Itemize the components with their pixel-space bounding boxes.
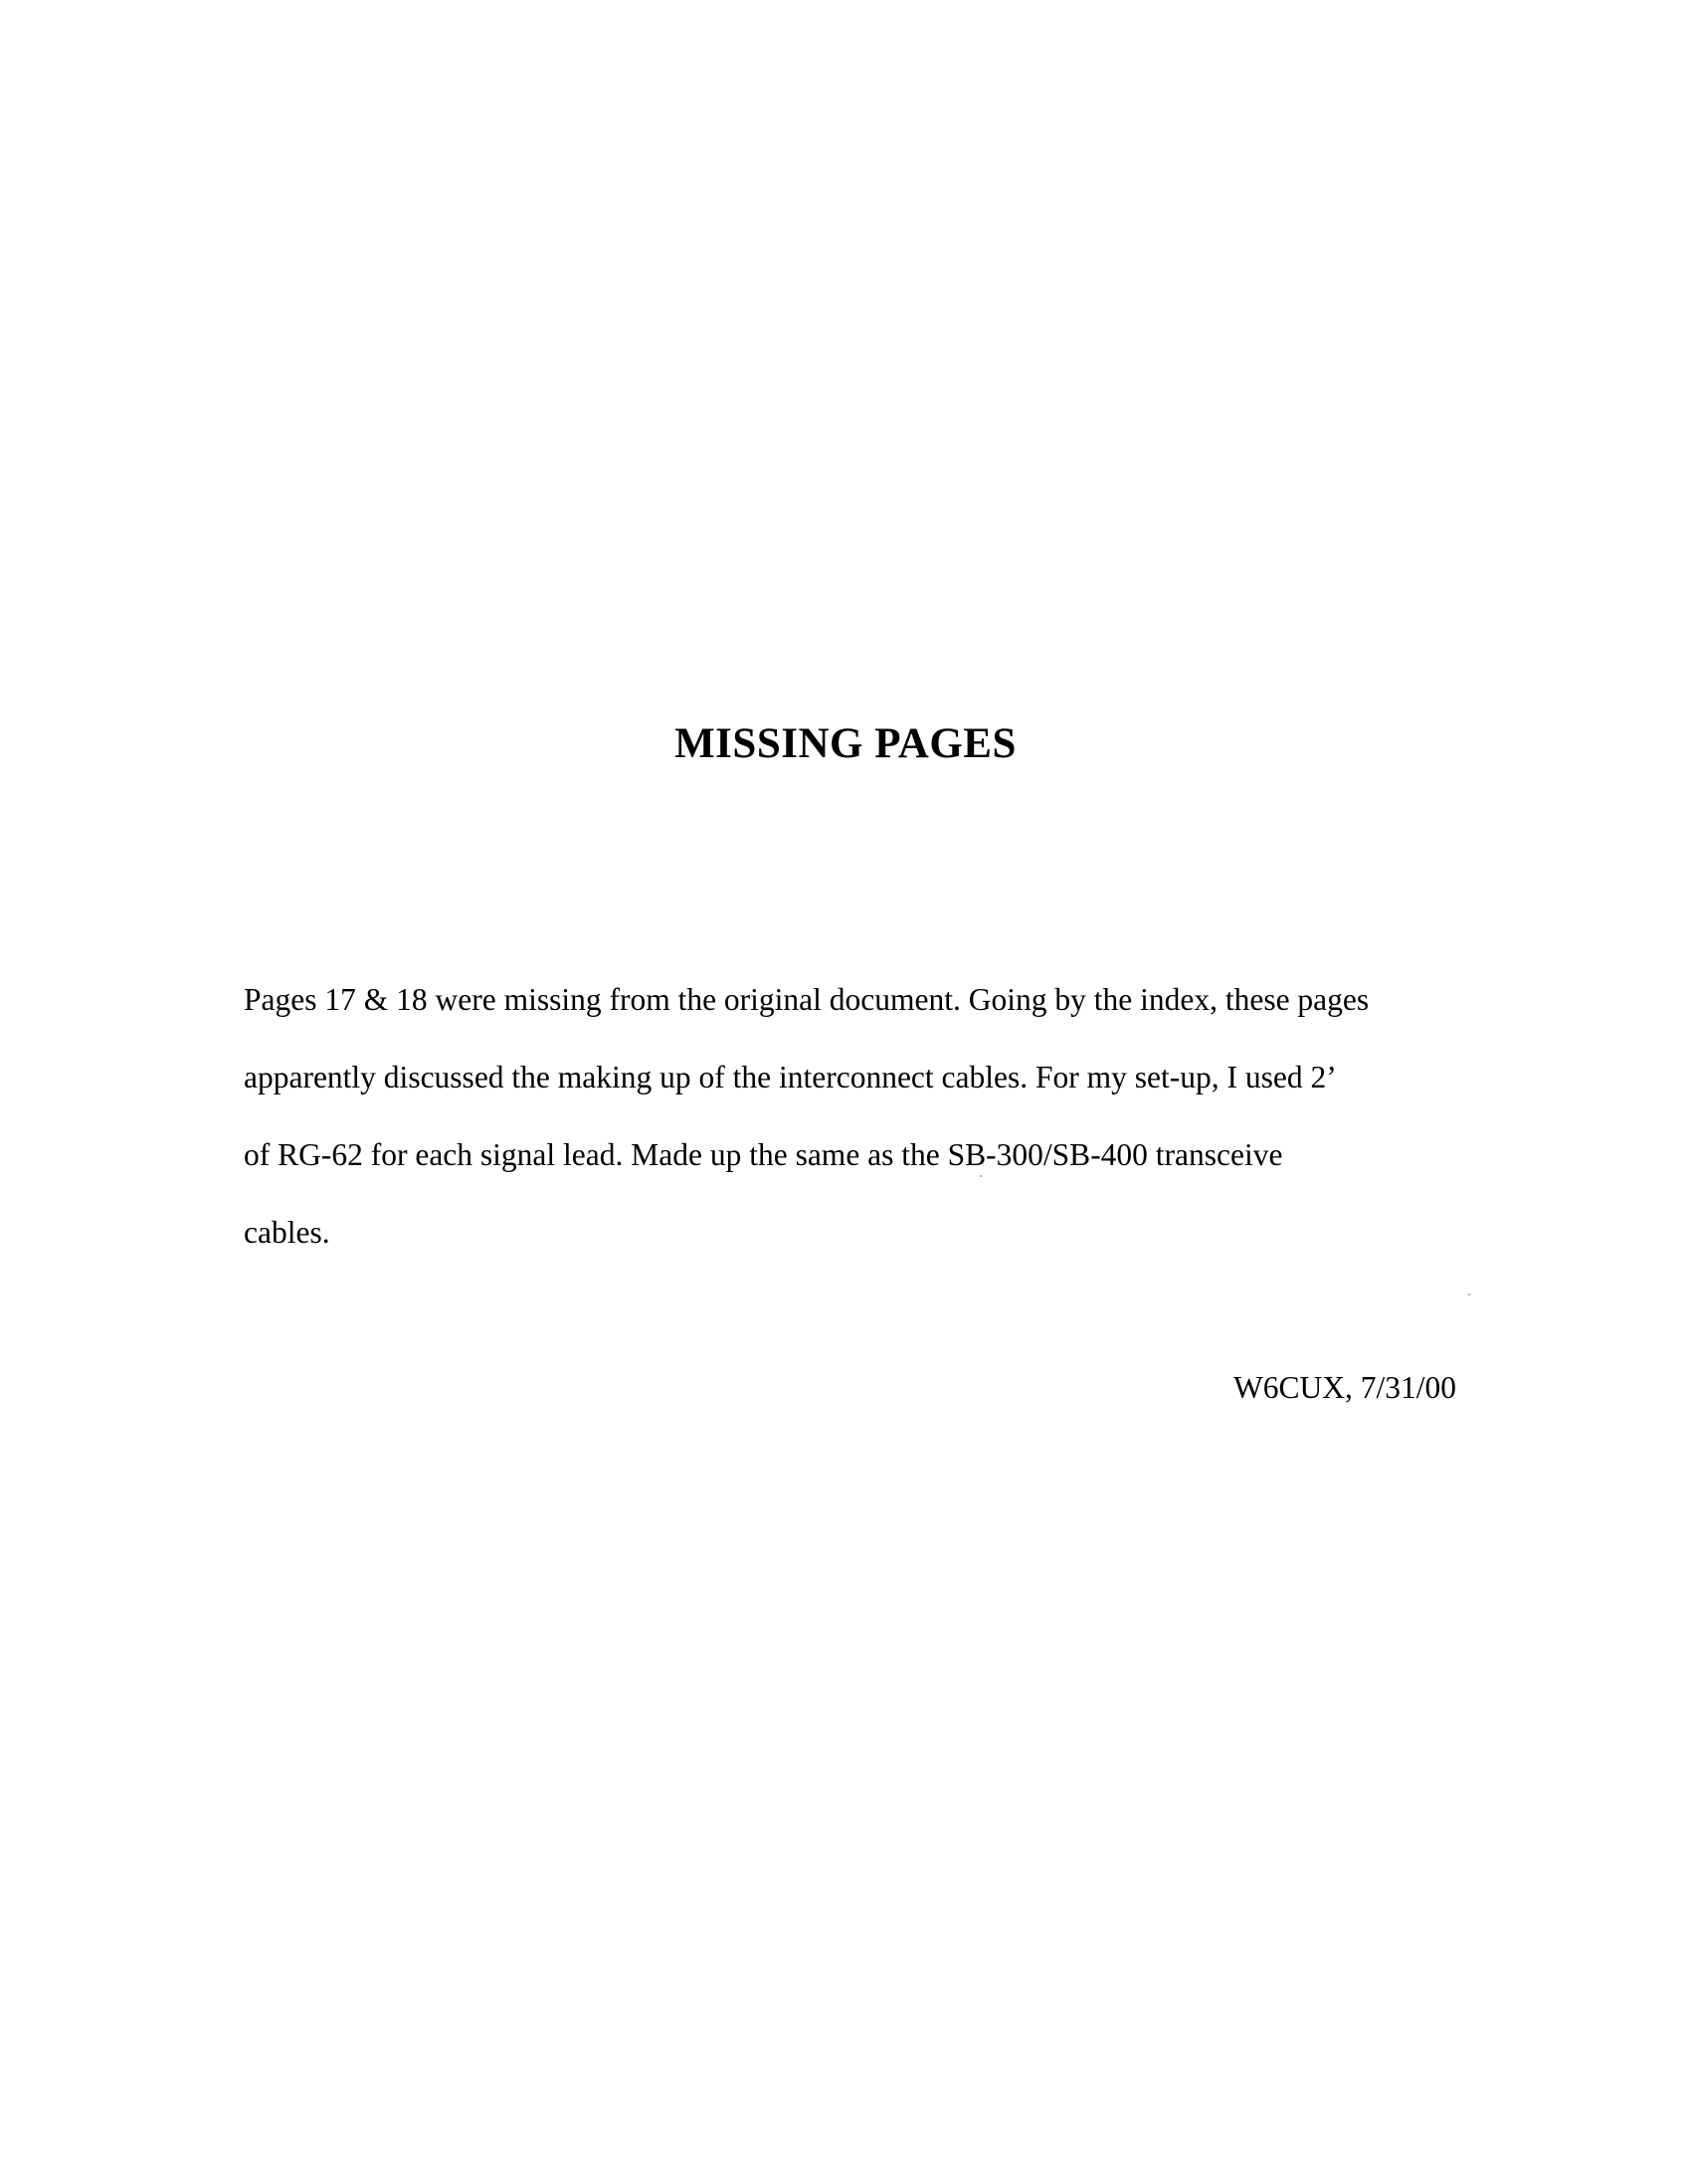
paragraph-line-2: apparently discussed the making up of the interconnect cables. For my set-up, I used 2’ [244, 1060, 1337, 1094]
page-title: MISSING PAGES [674, 720, 1017, 767]
author-signature-date: W6CUX, 7/31/00 [1233, 1370, 1456, 1405]
paragraph-line-1: Pages 17 & 18 were missing from the original document. Going by the index, these pages [244, 982, 1370, 1017]
scan-speck [980, 1175, 982, 1177]
scan-speck [1468, 1293, 1470, 1295]
body-paragraph [244, 970, 1477, 1281]
paragraph-line-4: cables. [244, 1215, 330, 1250]
paragraph-line-3: of RG-62 for each signal lead. Made up the same as the SB-300/SB-400 transceive [244, 1137, 1283, 1172]
